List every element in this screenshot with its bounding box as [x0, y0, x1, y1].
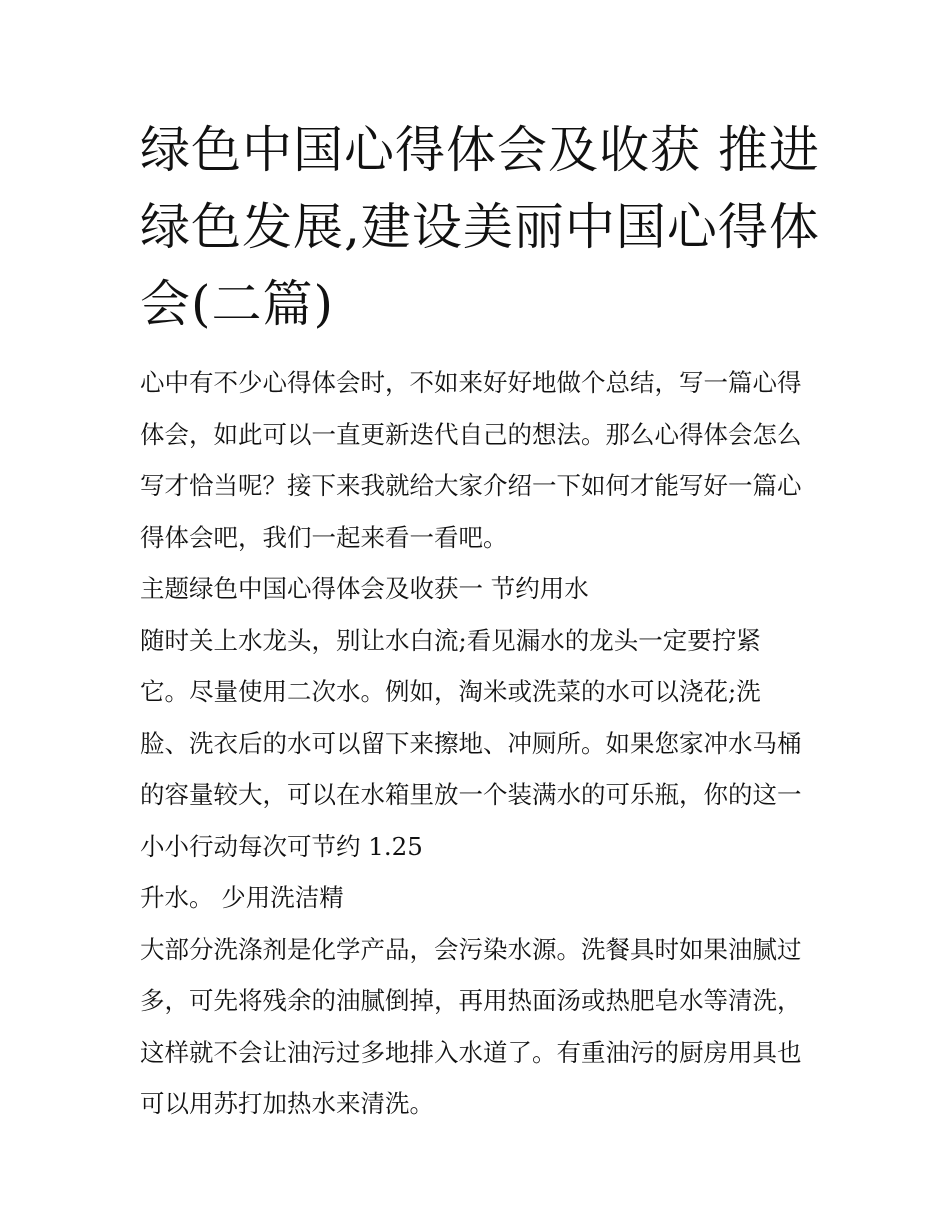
title-line: 绿色发展,建设美丽中国心得体 [140, 198, 820, 256]
document-page [140, 112, 820, 1130]
paragraph-line: 脸、洗衣后的水可以留下来擦地、冲厕所。如果您家冲水马桶 [140, 728, 802, 758]
paragraph-line: 随时关上水龙头，别让水白流;看见漏水的龙头一定要拧紧 [140, 625, 761, 655]
paragraph-line: 的容量较大，可以在水箱里放一个装满水的可乐瓶，你的这一 [140, 780, 802, 809]
title-line: 绿色中国心得体会及收获 推进 [140, 121, 820, 179]
document-body [140, 357, 820, 1130]
paragraph-line: 小小行动每次可节约 1.25 [140, 831, 423, 861]
title-line: 会(二篇) [140, 275, 335, 333]
paragraph-line: 大部分洗涤剂是化学产品，会污染水源。洗餐具时如果油腻过 [140, 934, 802, 964]
paragraph-line: 得体会吧，我们一起来看一看吧。 [140, 522, 508, 552]
document-title [140, 112, 820, 343]
paragraph-line: 这样就不会让油污过多地排入水道了。有重油污的厨房用具也 [140, 1037, 802, 1067]
paragraph-line: 多，可先将残余的油腻倒掉，再用热面汤或热肥皂水等清洗， [140, 986, 802, 1015]
section-heading: 主题绿色中国心得体会及收获一 节约用水 [140, 574, 589, 603]
paragraph-line: 体会，如此可以一直更新迭代自己的想法。那么心得体会怎么 [140, 419, 802, 449]
paragraph-line: 升水。 少用洗洁精 [140, 883, 344, 912]
paragraph-line: 可以用苏打加热水来清洗。 [140, 1089, 434, 1118]
paragraph-line: 写才恰当呢？接下来我就给大家介绍一下如何才能写好一篇心 [140, 471, 802, 500]
paragraph-line: 它。尽量使用二次水。例如，淘米或洗菜的水可以浇花;洗 [140, 677, 761, 706]
paragraph-line: 心中有不少心得体会时，不如来好好地做个总结，写一篇心得 [140, 368, 802, 397]
